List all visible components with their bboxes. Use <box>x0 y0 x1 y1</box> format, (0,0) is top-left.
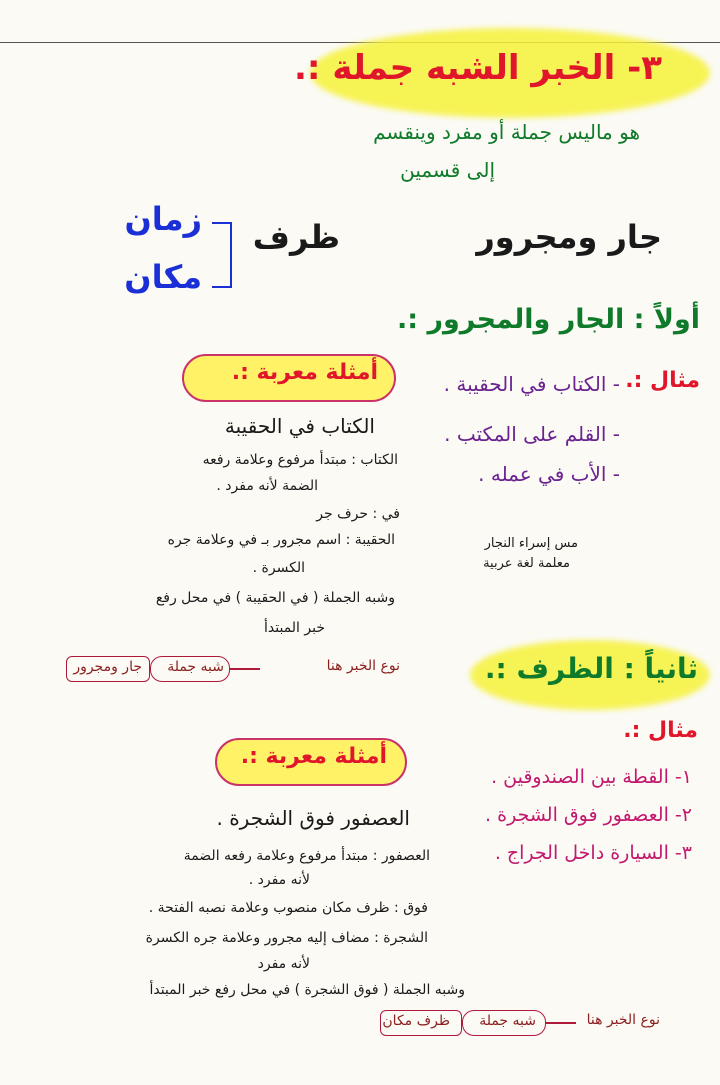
first-parsed-sentence: الكتاب في الحقيبة <box>224 414 375 438</box>
first-type-label: نوع الخبر هنا <box>326 658 400 674</box>
second-parsing-1: العصفور : مبتدأ مرفوع وعلامة رفعه الضمة <box>183 848 430 864</box>
first-parsing-5: الكسرة . <box>252 560 305 576</box>
first-example-label: مثال :. <box>625 368 700 393</box>
first-example-3: - الأب في عمله . <box>478 462 620 486</box>
second-parsing-2: لأنه مفرد . <box>248 872 310 888</box>
second-parsing-4: الشجرة : مضاف إليه مجرور وعلامة جره الكسرة <box>145 930 428 946</box>
first-parsing-2: الضمة لأنه مفرد . <box>216 478 318 494</box>
type-zaman: زمان <box>124 200 202 238</box>
second-type-arrow <box>546 1022 576 1024</box>
second-parsed-sentence: العصفور فوق الشجرة . <box>216 806 410 830</box>
second-type-sub: ظرف مكان <box>382 1013 450 1029</box>
second-parsing-5: لأنه مفرد <box>257 956 310 972</box>
second-parsing-6: وشبه الجملة ( فوق الشجرة ) في محل رفع خبر المبتدأ <box>149 982 465 998</box>
first-type-kind: شبه جملة <box>167 659 224 675</box>
second-parsed-heading: أمثلة معربة :. <box>240 744 387 769</box>
first-heading: أولاً : الجار والمجرور :. <box>397 304 700 335</box>
type-makan: مكان <box>124 258 202 296</box>
first-parsing-7: خبر المبتدأ <box>264 620 325 636</box>
type-jar: جار ومجرور <box>476 218 662 256</box>
page-title: ٣- الخبر الشبه جملة :. <box>293 48 662 88</box>
second-type-label: نوع الخبر هنا <box>586 1012 660 1028</box>
definition-line-2: إلى قسمين <box>400 158 495 182</box>
second-example-3: ٣- السيارة داخل الجراج . <box>494 842 692 864</box>
first-parsing-4: الحقيبة : اسم مجرور بـ في وعلامة جره <box>167 532 395 548</box>
first-parsing-3: في : حرف جر <box>316 506 400 522</box>
definition-line-1: هو ماليس جملة أو مفرد وينقسم <box>373 120 640 144</box>
first-example-2: - القلم على المكتب . <box>444 422 620 446</box>
first-parsed-heading: أمثلة معربة :. <box>231 360 378 385</box>
second-type-kind: شبه جملة <box>479 1013 536 1029</box>
type-zarf: ظرف <box>252 218 340 256</box>
second-example-2: ٢- العصفور فوق الشجرة . <box>485 804 692 826</box>
second-example-label: مثال :. <box>623 718 698 743</box>
first-type-sub: جار ومجرور <box>73 659 142 675</box>
first-example-1: - الكتاب في الحقيبة . <box>443 372 620 396</box>
second-heading: ثانياً : الظرف :. <box>484 652 698 685</box>
signature-name: مس إسراء النجار <box>484 536 578 551</box>
first-parsing-6: وشبه الجملة ( في الحقيبة ) في محل رفع <box>155 590 395 606</box>
second-parsing-3: فوق : ظرف مكان منصوب وعلامة نصبه الفتحة . <box>148 900 428 916</box>
first-type-arrow <box>230 668 260 670</box>
second-example-1: ١- القطة بين الصندوقين . <box>491 766 692 788</box>
types-bracket <box>212 222 232 288</box>
first-parsing-1: الكتاب : مبتدأ مرفوع وعلامة رفعه <box>202 452 398 468</box>
signature-title: معلمة لغة عربية <box>483 556 570 571</box>
